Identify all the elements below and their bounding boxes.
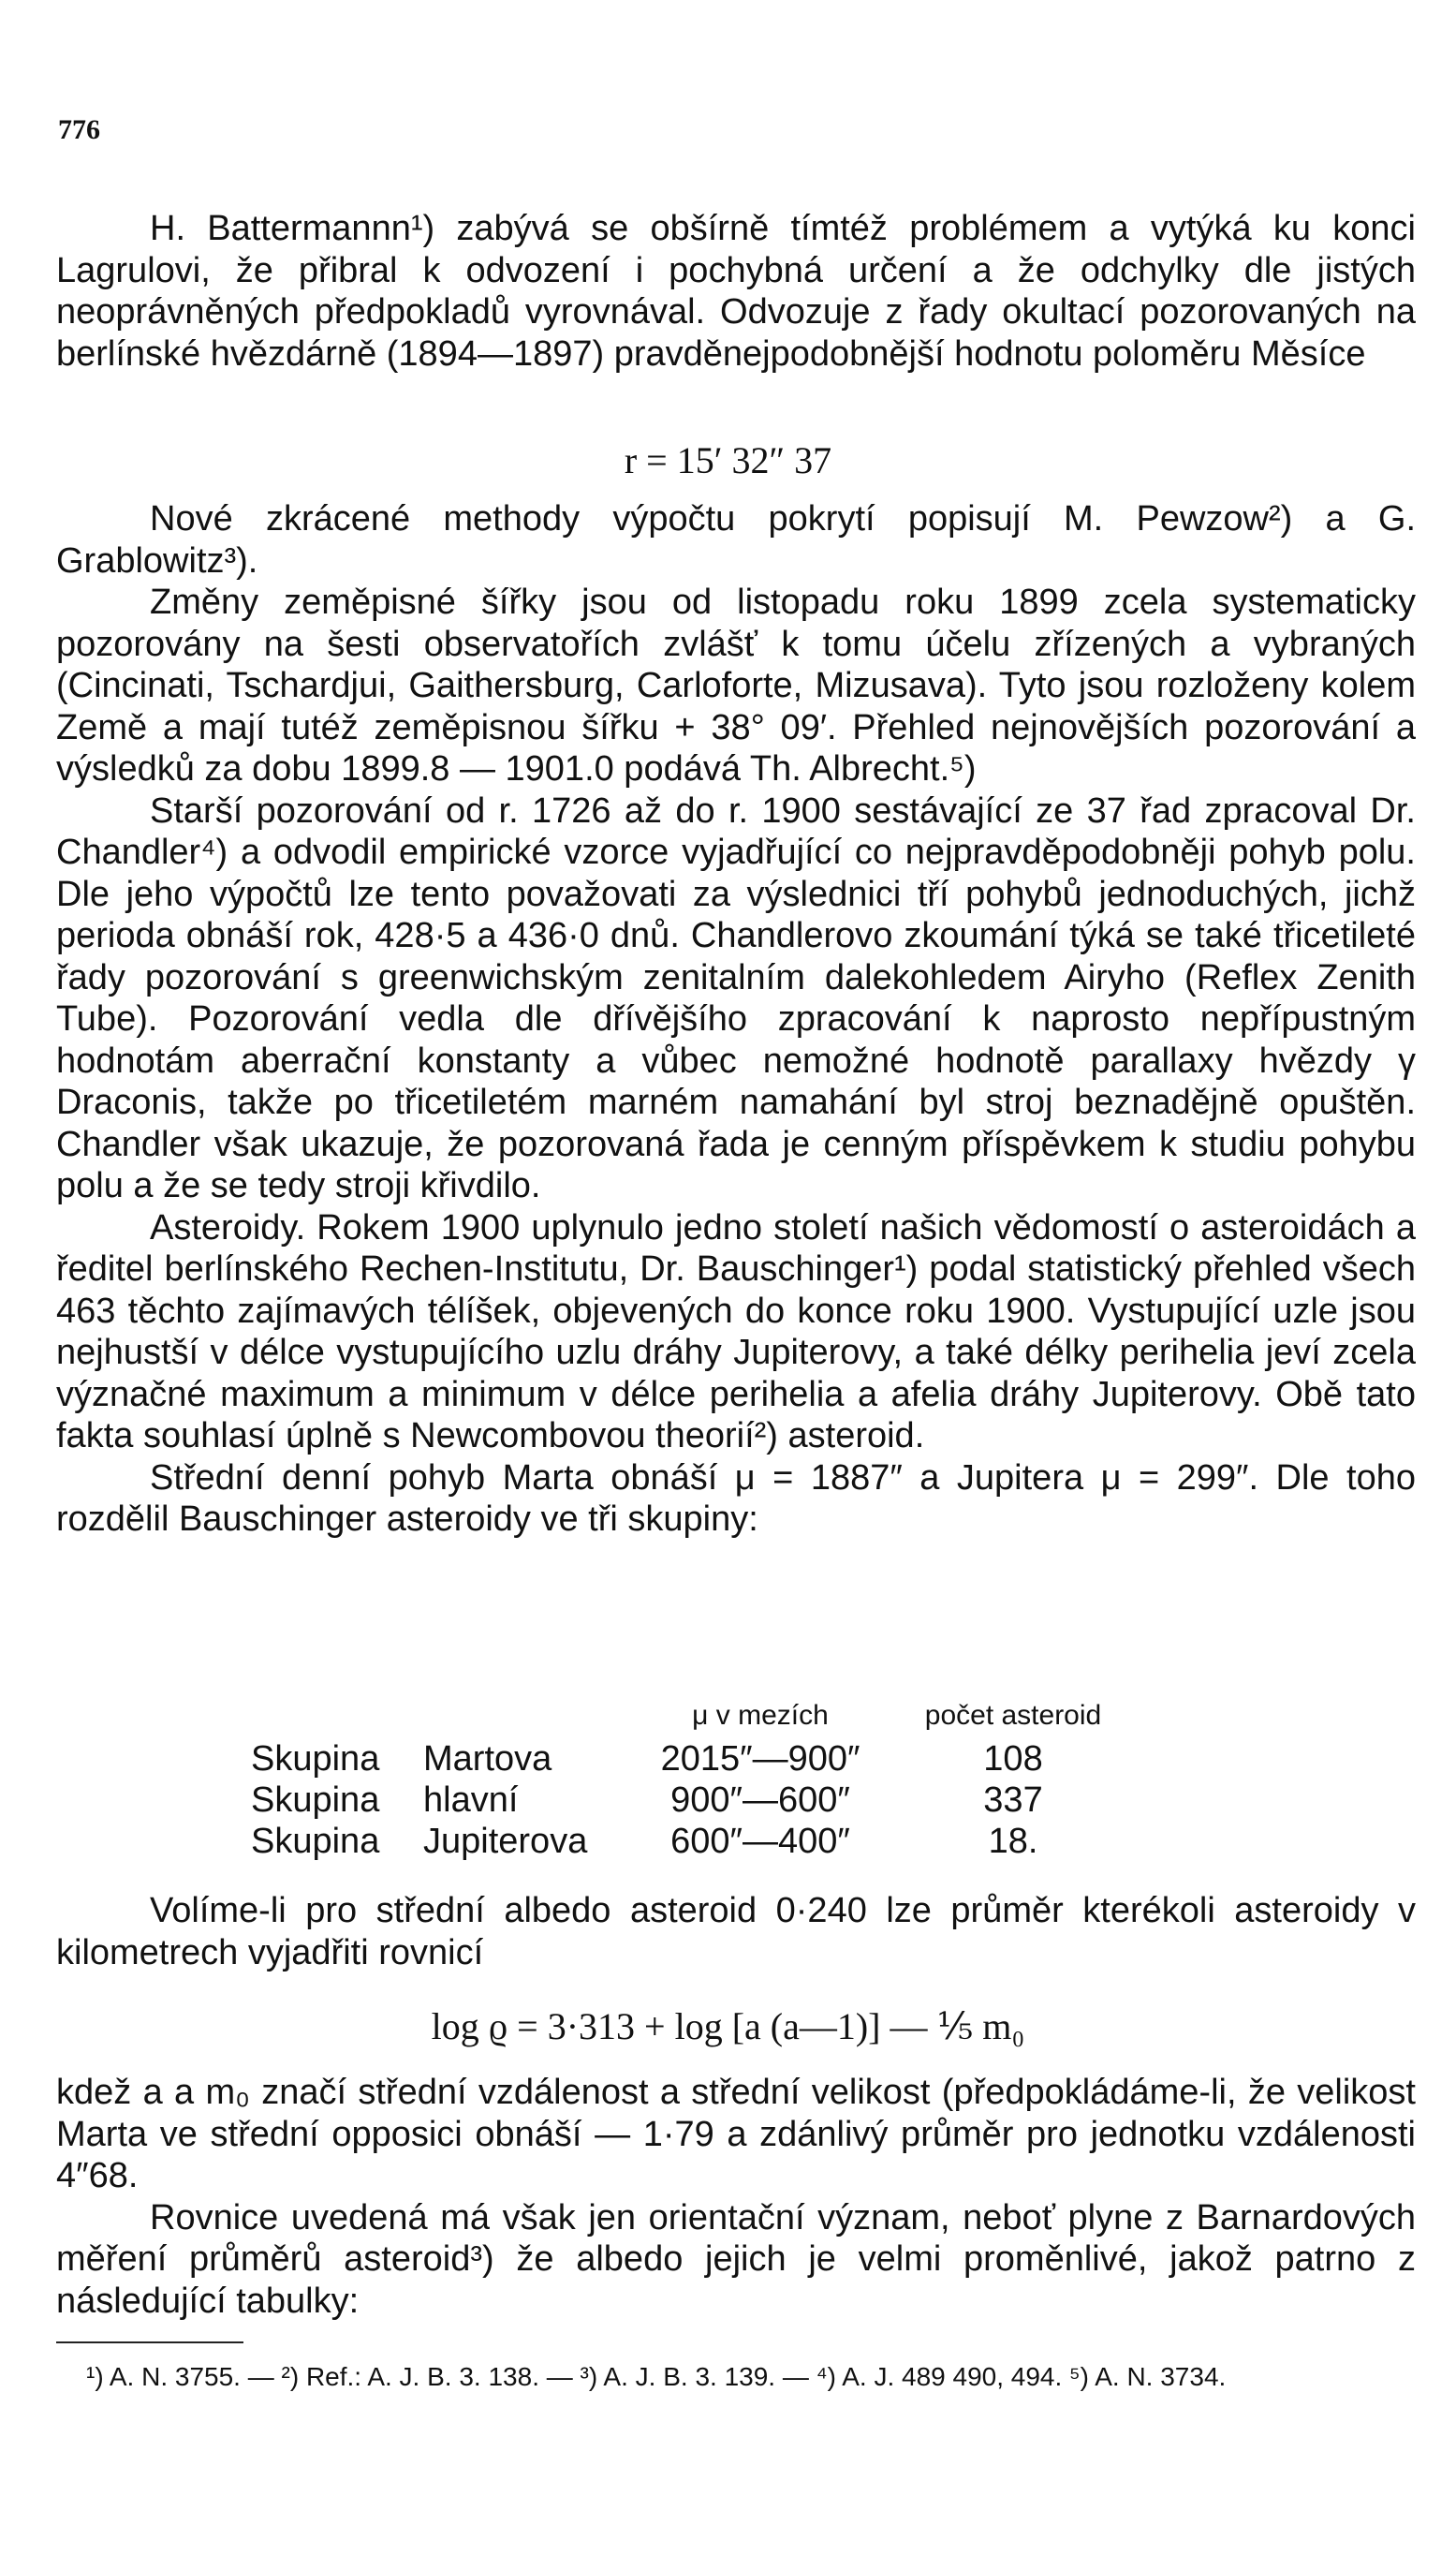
table-cell-name: hlavní (423, 1780, 519, 1820)
table-cell-range: 900″—600″ (670, 1780, 850, 1820)
table-row (251, 1821, 1163, 1862)
table-row (251, 1780, 1163, 1821)
paragraph-battermann-block (56, 208, 1416, 375)
table-row (251, 1738, 1163, 1780)
table-cell-range: 600″—400″ (670, 1821, 850, 1861)
page-number: 776 (58, 114, 100, 145)
asteroid-groups-table (251, 1693, 1163, 1862)
text-block-main (56, 498, 1416, 1541)
table-cell-range: 2015″—900″ (660, 1738, 860, 1779)
text-block-closing (56, 2072, 1416, 2322)
formula-moon-radius: r = 15′ 32″ 37 (624, 439, 832, 481)
paragraph-chandler: Starší pozorování od r. 1726 až do r. 1900 sestávající ze 37 řad zpracoval Dr. Chandler⁴) a odvodil empirické vzorce vyjadřující co nejpravděpodobněji pohyb polu. Dle jeho výpočtů lze tento považovati za výslednici tří pohybů jednoduchých, jichž perioda obnáší rok, 428·5 a 436·0 dnů. Chandlerovo zkoumání týká se také třicetileté řady pozorování s greenwichským zenitalním dalekohledem Airyho (Reflex Zenith Tube). Pozorování vedla dle dřívějšího zpracování k naprosto nepřípustným hodnotám aberrační konstanty a vůbec nemožné hodnotě parallaxy hvězdy γ Draconis, takže po třicetiletém marném namahání byl stroj beznadějně opuštěn. Chandler však ukazuje, že pozorovaná řada je cenným příspěvkem k studiu pohybu polu a že se tedy stroji křivdilo. (56, 790, 1416, 1205)
table-cell-group: Skupina (251, 1780, 380, 1820)
table-cell-name: Jupiterova (423, 1821, 588, 1861)
paragraph-where: kdež a a m₀ značí střední vzdálenost a střední velikost (předpokládáme-li, že velikost Marta ve střední opposici obnáší — 1·79 a zdánlivý průměr pro jednotku vzdálenosti 4″68. (56, 2073, 1416, 2195)
table-cell-count: 18. (988, 1821, 1038, 1861)
paragraph-albedo: Volíme-li pro střední albedo asteroid 0·240 lze průměr kterékoli asteroidy v kilometrech vyjadřiti rovnicí (56, 1891, 1416, 1972)
formula-diameter: log ϱ = 3·313 + log [a (a—1)] — ⅕ m₀ (431, 2005, 1025, 2047)
table-cell-count: 108 (983, 1738, 1043, 1779)
footnotes: ¹) A. N. 3755. — ²) Ref.: A. J. B. 3. 138. — ³) A. J. B. 3. 139. — ⁴) A. J. 489 490, 494. ⁵) A. N. 3734. (86, 2362, 1227, 2391)
paragraph-albedo-block (56, 1890, 1416, 1973)
table-header-count: počet asteroid (924, 1700, 1102, 1731)
table-cell-group: Skupina (251, 1821, 380, 1861)
asteroid-groups-table-wrap (251, 1693, 1163, 1862)
table-header-mu-range: μ v mezích (692, 1700, 829, 1731)
paragraph-asteroids: Asteroidy. Rokem 1900 uplynulo jedno století našich vědomostí o asteroidách a ředitel berlínského Rechen-Institutu, Dr. Bauschinger¹) podal statistický přehled všech 463 těchto zajímavých télíšek, objevených do konce roku 1900. Vystupující uzle jsou nejhustší v délce vystupujícího uzlu dráhy Jupiterovy, a také délky perihelia jeví zcela význačné maximum a minimum v délce perihelia a afelia dráhy Jupiterovy. Obě tato fakta souhlasí úplně s Newcombovou theorií²) asteroid. (56, 1207, 1416, 1455)
paragraph-battermann: H. Battermannn¹) zabývá se obšírně tímtéž problémem a vytýká ku konci Lagrulovi, že přibral k odvození i pochybná určení a že odchylky dle jistých neoprávněných předpokladů vyrovnával. Odvozuje z řady okultací pozorovaných na berlínské hvězdárně (1894—1897) pravděnejpodobnější hodnotu poloměru Měsíce (56, 209, 1416, 374)
footnote-divider (56, 2341, 243, 2343)
table-cell-name: Martova (423, 1738, 552, 1779)
paragraph-latitude-changes: Změny zeměpisné šířky jsou od listopadu roku 1899 zcela systematicky pozorovány na šesti observatořích zvlášť k tomu účelu zřízených a vybraných (Cincinati, Tschardjui, Gaithersburg, Carloforte, Mizusava). Tyto jsou rozloženy kolem Země a mají tutéž zeměpisnou šířku + 38° 09′. Přehled nejnovějších pozorování a výsledků za dobu 1899.8 — 1901.0 podává Th. Albrecht.⁵) (56, 583, 1416, 789)
table-header-row (251, 1693, 1163, 1738)
paragraph-mean-motion: Střední denní pohyb Marta obnáší μ = 1887″ a Jupitera μ = 299″. Dle toho rozdělil Bauschinger asteroidy ve tři skupiny: (56, 1457, 1416, 1539)
table-cell-count: 337 (983, 1780, 1043, 1820)
table-cell-group: Skupina (251, 1738, 380, 1779)
paragraph-methods: Nové zkrácené methody výpočtu pokrytí popisují M. Pewzow²) a G. Grablowitz³). (56, 499, 1416, 581)
paragraph-barnard: Rovnice uvedená má však jen orientační význam, neboť plyne z Barnardových měření průměrů asteroid³) že albedo jejich je velmi proměnlivé, jakož patrno z následující tabulky: (56, 2197, 1416, 2321)
